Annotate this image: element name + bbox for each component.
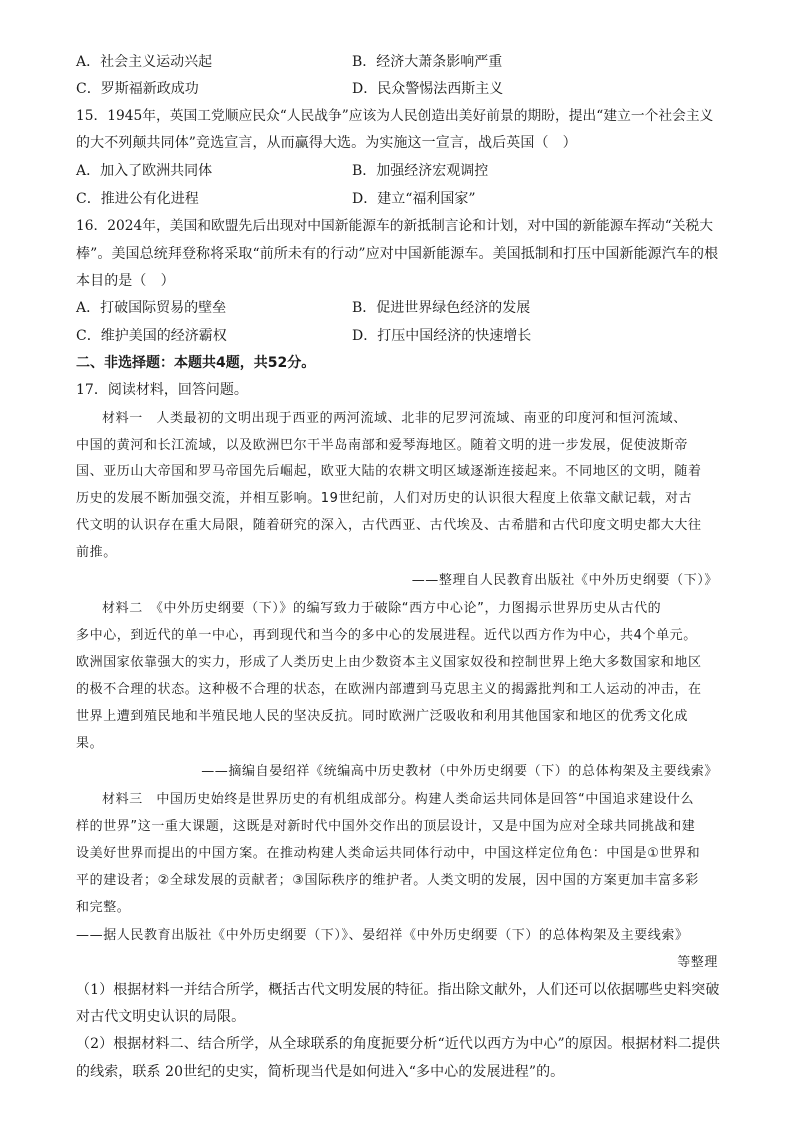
q16-stem-line: 本目的是（ ）	[76, 273, 175, 289]
material3-line: 样的世界”这一重大课题，这既是对新时代中国外交作出的顶层设计，又是中国为应对全球共同挑战和建	[76, 819, 696, 834]
material1-line: 代文明的认识存在重大局限，随着研究的深入，古代西亚、古代埃及、古希腊和古代印度文明史都大大往	[76, 518, 702, 533]
q15-stem-line: 的大不列颠共同体”竞选宣言，从而赢得大选。为实施这一宣言，战后英国（ ）	[76, 135, 577, 151]
material3-source-end: 等整理	[677, 955, 718, 970]
q14-option-c: C．罗斯福新政成功	[76, 81, 199, 97]
material2-line: 果。	[76, 736, 104, 751]
material3-line: 材料三 中国历史始终是世界历史的有机组成部分。构建人类命运共同体是回答“中国追求建设什么	[102, 792, 695, 807]
q14-option-d: D．民众警惕法西斯主义	[352, 81, 504, 97]
q16-stem-line: 棒”。美国总统拜登称将采取“前所未有的行动”应对中国新能源车。美国抵制和打压中国新能源汽车的根	[76, 246, 719, 262]
q16-option-d: D．打压中国经济的快速增长	[352, 328, 532, 344]
material3-line: 和完整。	[76, 900, 131, 915]
material1-line: 中国的黄河和长江流域，以及欧洲巴尔干半岛南部和爱琴海地区。随着文明的进一步发展，促使波斯帝	[76, 438, 689, 453]
material2-line: 材料二 《中外历史纲要（下）》的编写致力于破除“西方中心论”，力图揭示世界历史从古代的	[102, 601, 662, 616]
material1-line: 材料一 人类最初的文明出现于西亚的两河流域、北非的尼罗河流域、南亚的印度河和恒河流域、	[102, 411, 687, 426]
material3-source: ——据人民教育出版社《中外历史纲要（下）》、晏绍祥《中外历史纲要（下）的总体构架及主要线索》	[76, 928, 689, 943]
material1-line: 历史的发展不断加强交流，并相互影响。19世纪前，人们对历史的认识很大程度上依靠文献记载，对古	[76, 491, 693, 506]
material1-source: ——整理自人民教育出版社《中外历史纲要（下）》	[411, 573, 718, 588]
q17-2-line: （2）根据材料二、结合所学，从全球联系的角度扼要分析“近代以西方为中心”的原因。根据材料二提供	[76, 1036, 720, 1052]
material2-line: 世界上遭到殖民地和半殖民地人民的坚决反抗。同时欧洲广泛吸收和利用其他国家和地区的优秀文化成	[76, 709, 689, 724]
q14-option-b: B．经济大萧条影响严重	[352, 54, 503, 70]
material2-source: ——摘编自晏绍祥《统编高中历史教材（中外历史纲要（下）的总体构架及主要线索》	[201, 764, 718, 779]
q15-option-b: B．加强经济宏观调控	[352, 163, 489, 179]
q16-option-c: C．维护美国的经济霸权	[76, 328, 227, 344]
q16-stem-line: 16．2024年，美国和欧盟先后出现对中国新能源车的新抵制言论和计划，对中国的新能源车挥动“关税大	[76, 218, 714, 234]
q16-option-b: B．促进世界绿色经济的发展	[352, 300, 531, 316]
material1-line: 前推。	[76, 545, 117, 560]
section-heading: 二、非选择题：本题共4题，共52分。	[76, 355, 316, 371]
q15-stem-line: 15．1945年，英国工党顺应民众“人民战争”应该为人民创造出美好前景的期盼，提出“建立一个社会主义	[76, 108, 714, 124]
q14-option-a: A．社会主义运动兴起	[76, 54, 213, 70]
material3-line: 设美好世界而提出的中国方案。在推动构建人类命运共同体行动中，中国这样定位角色：中国是①世界和	[76, 846, 701, 861]
material2-line: 欧洲国家依靠强大的实力，形成了人类历史上由少数资本主义国家奴役和控制世界上绝大多数国家和地区	[76, 655, 702, 670]
q15-option-c: C．推进公有化进程	[76, 191, 199, 207]
q15-option-a: A．加入了欧洲共同体	[76, 163, 213, 179]
q17-1-line: 对古代文明史认识的局限。	[76, 1009, 246, 1025]
q15-option-d: D．建立“福利国家”	[352, 191, 476, 207]
q16-option-a: A．打破国际贸易的壁垒	[76, 300, 227, 316]
material3-line: 平的建设者；②全球发展的贡献者；③国际秩序的维护者。人类文明的发展，因中国的方案更加丰富多彩	[76, 873, 699, 888]
q17-2-line: 的线索，联系 20世纪的史实，简析现当代是如何进入“多中心的发展进程”的。	[76, 1064, 565, 1080]
q17-intro: 17．阅读材料，回答问题。	[76, 382, 248, 398]
q17-1-line: （1）根据材料一并结合所学，概括古代文明发展的特征。指出除文献外，人们还可以依据哪些史料突破	[76, 982, 720, 998]
material2-line: 的极不合理的状态。这种极不合理的状态，在欧洲内部遭到马克思主义的揭露批判和工人运动的冲击，在	[76, 682, 702, 697]
material2-line: 多中心，到近代的单一中心，再到现代和当今的多中心的发展进程。近代以西方作为中心，共4个单元。	[76, 628, 697, 643]
material1-line: 国、亚历山大帝国和罗马帝国先后崛起，欧亚大陆的农耕文明区域逐渐连接起来。不同地区的文明，随着	[76, 464, 702, 479]
